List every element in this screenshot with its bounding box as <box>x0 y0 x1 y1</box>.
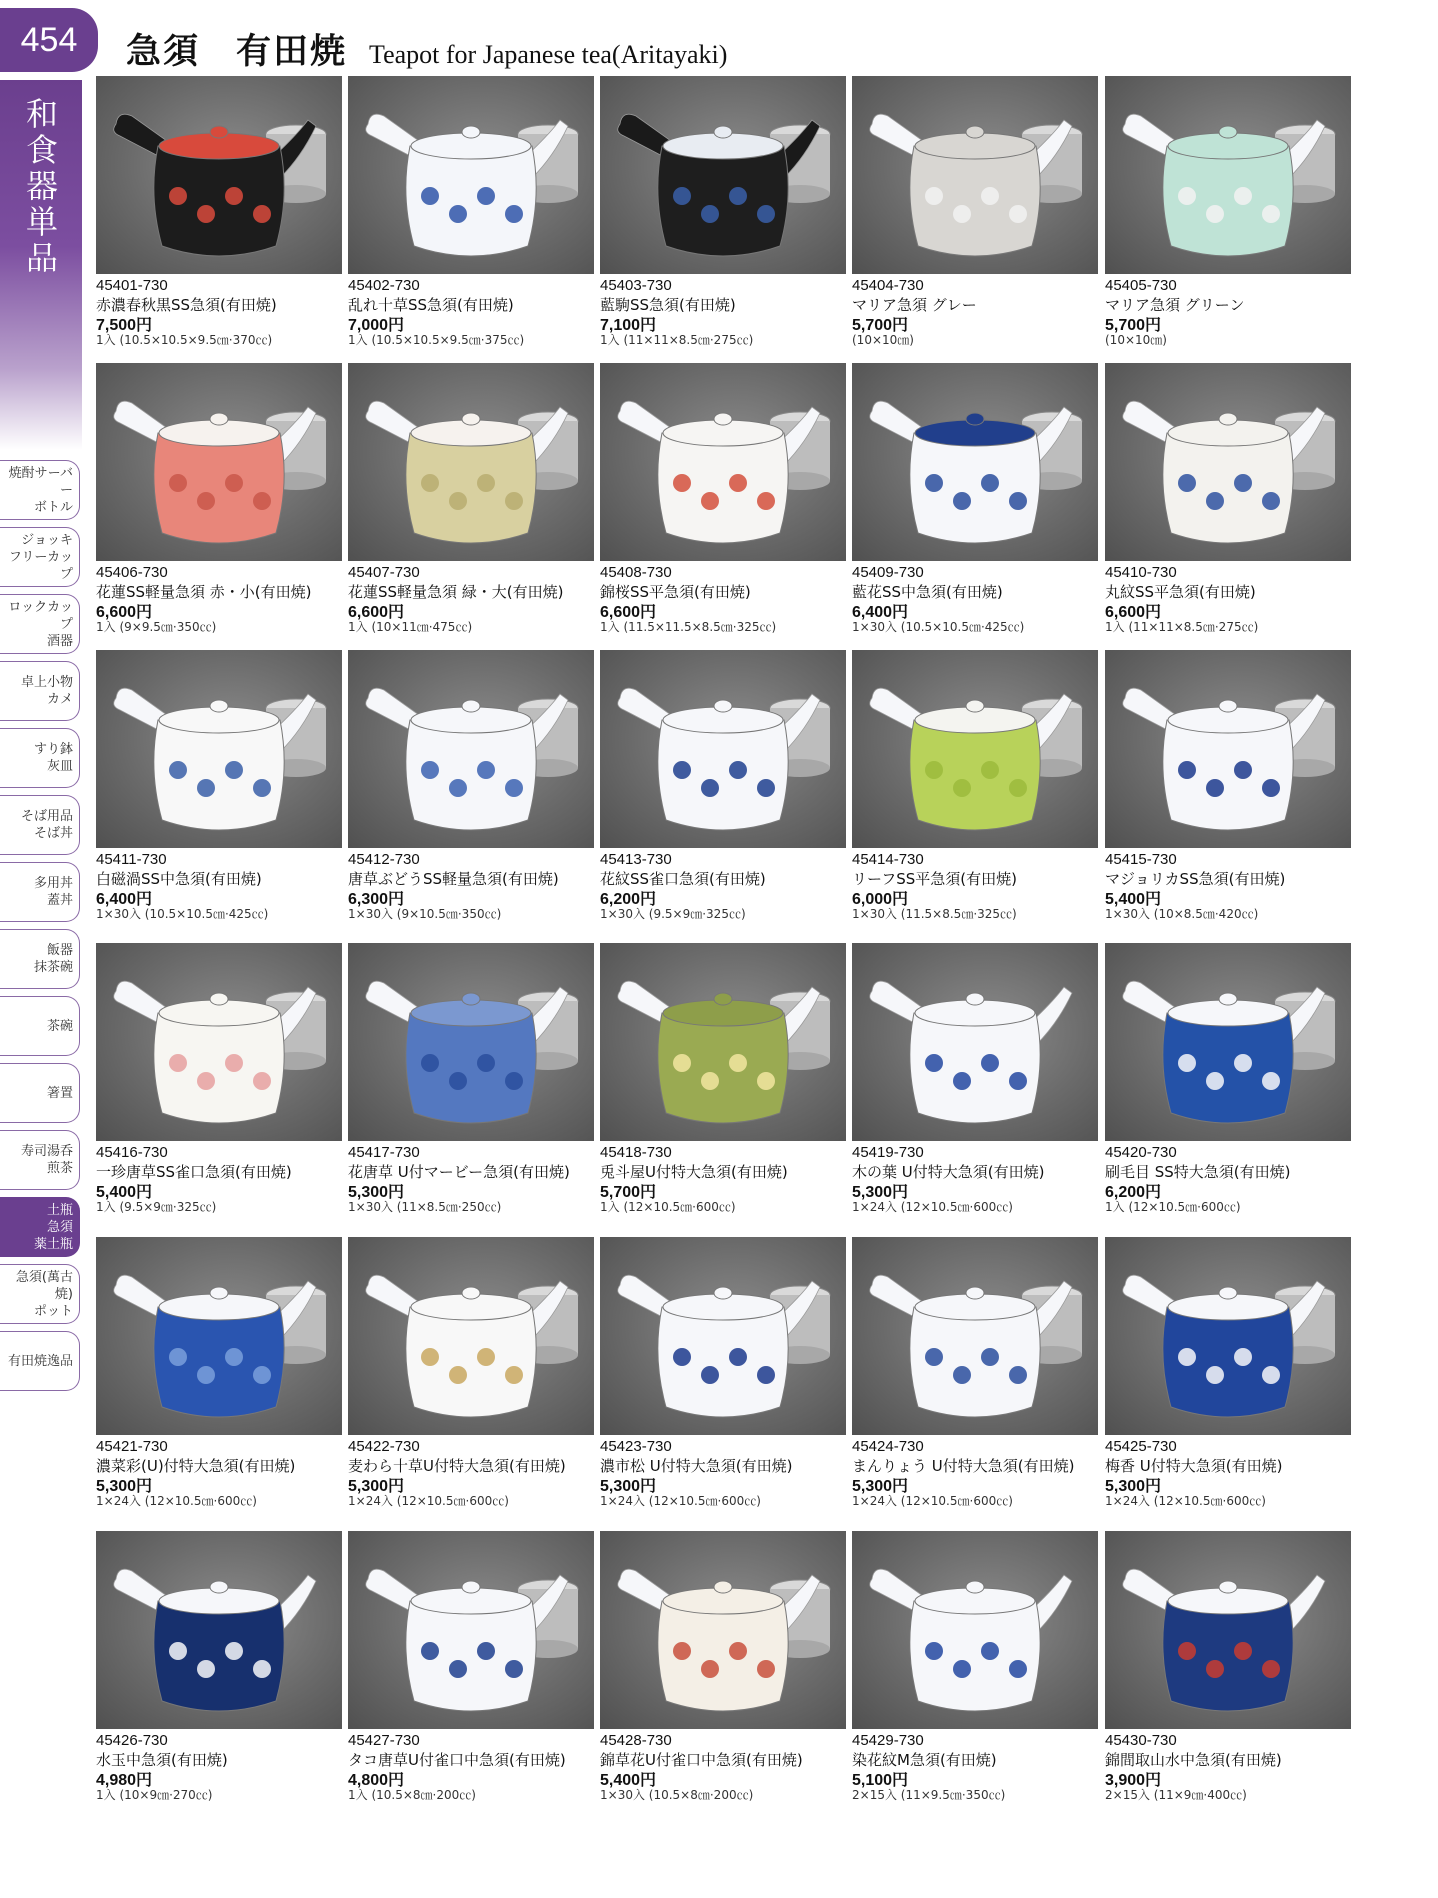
teapot-illustration <box>600 1531 846 1729</box>
product-card[interactable] <box>1105 1531 1351 1821</box>
product-card[interactable] <box>852 1531 1098 1821</box>
product-spec: (10×10㎝) <box>852 333 914 347</box>
product-price: 5,700円 <box>1105 317 1162 334</box>
teapot-illustration <box>600 650 846 848</box>
side-tab-12[interactable] <box>0 1197 80 1257</box>
product-code: 45419-730 <box>852 1144 924 1161</box>
product-card[interactable] <box>96 363 342 653</box>
product-name: 濃市松 U付特大急須(有田焼) <box>600 1457 793 1475</box>
side-tab-label: そば丼 <box>33 826 73 841</box>
product-card[interactable] <box>600 1531 846 1821</box>
product-photo <box>348 943 594 1141</box>
product-spec: (10×10㎝) <box>1105 333 1167 347</box>
product-spec: 1×30入 (11×8.5㎝·250㏄) <box>348 1200 502 1214</box>
side-tab-7[interactable] <box>0 862 80 922</box>
product-photo <box>852 363 1098 561</box>
product-price: 5,300円 <box>852 1478 909 1495</box>
product-spec: 1×30入 (10.5×8㎝·200㏄) <box>600 1788 754 1802</box>
product-price: 5,300円 <box>348 1478 405 1495</box>
side-tab-label: すり鉢 <box>33 742 73 757</box>
product-price: 6,600円 <box>348 604 405 621</box>
product-name: 藍花SS中急須(有田焼) <box>852 583 1003 601</box>
side-tab-13[interactable] <box>0 1264 80 1324</box>
product-spec: 1入 (12×10.5㎝·600㏄) <box>1105 1200 1241 1214</box>
product-code: 45414-730 <box>852 851 924 868</box>
product-name: 刷毛目 SS特大急須(有田焼) <box>1105 1163 1291 1181</box>
product-card[interactable] <box>600 650 846 940</box>
product-spec: 1×24入 (12×10.5㎝·600㏄) <box>852 1494 1013 1508</box>
product-name: 乱れ十草SS急須(有田焼) <box>348 296 514 314</box>
product-spec: 1×30入 (9×10.5㎝·350㏄) <box>348 907 502 921</box>
side-tab-label: 飯器 <box>46 943 73 958</box>
product-name: 兎斗屋U付特大急須(有田焼) <box>600 1163 788 1181</box>
product-card[interactable] <box>1105 943 1351 1233</box>
product-photo <box>348 76 594 274</box>
product-price: 6,600円 <box>600 604 657 621</box>
product-card[interactable] <box>348 363 594 653</box>
product-price: 3,900円 <box>1105 1772 1162 1789</box>
side-tab-11[interactable] <box>0 1130 80 1190</box>
product-photo <box>1105 363 1351 561</box>
side-tab-label: 茶碗 <box>46 1018 73 1034</box>
product-name: 唐草ぶどうSS軽量急須(有田焼) <box>348 870 559 888</box>
product-code: 45403-730 <box>600 277 672 294</box>
product-card[interactable] <box>1105 363 1351 653</box>
product-photo <box>1105 76 1351 274</box>
teapot-illustration <box>96 650 342 848</box>
product-price: 6,200円 <box>1105 1184 1162 1201</box>
product-spec: 1入 (10×11㎝·475㏄) <box>348 620 473 634</box>
product-photo <box>96 363 342 561</box>
product-price: 7,000円 <box>348 317 405 334</box>
product-card[interactable] <box>348 650 594 940</box>
product-code: 45428-730 <box>600 1732 672 1749</box>
product-spec: 1×30入 (10.5×10.5㎝·425㏄) <box>852 620 1025 634</box>
side-tab-label: 薬土瓶 <box>33 1236 73 1252</box>
product-photo <box>348 1531 594 1729</box>
product-price: 5,100円 <box>852 1772 909 1789</box>
product-spec: 1入 (10.5×8㎝·200㏄) <box>348 1788 476 1802</box>
product-code: 45429-730 <box>852 1732 924 1749</box>
product-name: 藍駒SS急須(有田焼) <box>600 296 736 314</box>
product-code: 45413-730 <box>600 851 672 868</box>
product-card[interactable] <box>852 650 1098 940</box>
teapot-illustration <box>852 363 1098 561</box>
teapot-illustration <box>96 943 342 1141</box>
side-tab-label: 多用丼 <box>33 876 73 891</box>
teapot-illustration <box>1105 943 1351 1141</box>
teapot-illustration <box>600 943 846 1141</box>
product-code: 45426-730 <box>96 1732 168 1749</box>
product-code: 45410-730 <box>1105 564 1177 581</box>
product-photo <box>852 943 1098 1141</box>
side-tab-label: そば用品 <box>20 809 73 824</box>
side-tab-label: 土瓶 <box>46 1202 73 1218</box>
side-tab-10[interactable] <box>0 1063 80 1123</box>
side-tab-9[interactable] <box>0 996 80 1056</box>
teapot-illustration <box>96 1531 342 1729</box>
product-card[interactable] <box>96 76 342 366</box>
product-card[interactable] <box>1105 76 1351 366</box>
product-photo <box>1105 943 1351 1141</box>
product-photo <box>600 943 846 1141</box>
product-spec: 1入 (10.5×10.5×9.5㎝·375㏄) <box>348 333 525 347</box>
teapot-illustration <box>852 943 1098 1141</box>
teapot-illustration <box>1105 76 1351 274</box>
product-name: 麦わら十草U付特大急須(有田焼) <box>348 1457 566 1475</box>
title-jp-teapot: 急須 <box>126 31 201 72</box>
side-tab-label: 卓上小物 <box>20 675 73 690</box>
product-price: 5,700円 <box>600 1184 657 1201</box>
product-photo <box>600 363 846 561</box>
product-name: マリア急須 グリーン <box>1105 296 1245 314</box>
teapot-illustration <box>96 363 342 561</box>
product-price: 4,800円 <box>348 1772 405 1789</box>
product-code: 45402-730 <box>348 277 420 294</box>
product-spec: 1×24入 (12×10.5㎝·600㏄) <box>96 1494 257 1508</box>
product-photo <box>600 1531 846 1729</box>
product-photo <box>852 76 1098 274</box>
product-card[interactable] <box>348 943 594 1233</box>
teapot-illustration <box>852 1237 1098 1435</box>
side-tab-label: 急須 <box>46 1219 73 1235</box>
product-name: 染花紋M急須(有田焼) <box>852 1751 997 1769</box>
product-code: 45401-730 <box>96 277 168 294</box>
product-photo <box>852 650 1098 848</box>
teapot-illustration <box>348 943 594 1141</box>
product-card[interactable] <box>348 1237 594 1527</box>
product-spec: 1入 (11×11×8.5㎝·275㏄) <box>1105 620 1259 634</box>
product-card[interactable] <box>600 76 846 366</box>
product-code: 45420-730 <box>1105 1144 1177 1161</box>
product-spec: 1入 (12×10.5㎝·600㏄) <box>600 1200 736 1214</box>
product-price: 6,000円 <box>852 891 909 908</box>
product-photo <box>852 1237 1098 1435</box>
title-en: Teapot for Japanese tea(Aritayaki) <box>369 40 728 69</box>
side-tab-label: 箸置 <box>46 1085 73 1101</box>
product-code: 45417-730 <box>348 1144 420 1161</box>
product-name: まんりょう U付特大急須(有田焼) <box>852 1457 1075 1475</box>
product-price: 6,400円 <box>96 891 153 908</box>
page-number: 454 <box>0 8 98 72</box>
product-name: 一珍唐草SS雀口急須(有田焼) <box>96 1163 292 1181</box>
side-tab-6[interactable] <box>0 795 80 855</box>
product-name: マリア急須 グレー <box>852 296 977 314</box>
product-photo <box>96 76 342 274</box>
product-spec: 1入 (10.5×10.5×9.5㎝·370㏄) <box>96 333 273 347</box>
product-card[interactable] <box>852 76 1098 366</box>
teapot-illustration <box>852 1531 1098 1729</box>
product-price: 5,700円 <box>852 317 909 334</box>
product-price: 5,400円 <box>600 1772 657 1789</box>
product-spec: 1入 (10×9㎝·270㏄) <box>96 1788 213 1802</box>
teapot-illustration <box>852 76 1098 274</box>
product-spec: 1×30入 (10.5×10.5㎝·425㏄) <box>96 907 269 921</box>
side-tab-label: ボトル <box>33 499 73 515</box>
product-photo <box>96 1531 342 1729</box>
teapot-illustration <box>348 1237 594 1435</box>
product-name: 錦草花U付雀口中急須(有田焼) <box>600 1751 803 1769</box>
side-tab-8[interactable] <box>0 929 80 989</box>
product-price: 5,300円 <box>96 1478 153 1495</box>
product-name: 錦桜SS平急須(有田焼) <box>600 583 751 601</box>
product-card[interactable] <box>348 76 594 366</box>
product-price: 4,980円 <box>96 1772 153 1789</box>
product-name: 赤濃春秋黒SS急須(有田焼) <box>96 296 277 314</box>
product-name: 梅香 U付特大急須(有田焼) <box>1105 1457 1283 1475</box>
product-spec: 1×24入 (12×10.5㎝·600㏄) <box>348 1494 509 1508</box>
product-photo <box>1105 650 1351 848</box>
product-code: 45427-730 <box>348 1732 420 1749</box>
product-spec: 1入 (11×11×8.5㎝·275㏄) <box>600 333 754 347</box>
product-name: 丸紋SS平急須(有田焼) <box>1105 583 1256 601</box>
product-name: タコ唐草U付雀口中急須(有田焼) <box>348 1751 566 1769</box>
product-code: 45408-730 <box>600 564 672 581</box>
product-code: 45416-730 <box>96 1144 168 1161</box>
side-tab-label: 蓋丼 <box>46 893 73 908</box>
product-code: 45404-730 <box>852 277 924 294</box>
side-tab-label: 焼酎サーバー <box>8 465 73 498</box>
product-photo <box>96 1237 342 1435</box>
product-price: 5,400円 <box>96 1184 153 1201</box>
product-card[interactable] <box>96 943 342 1233</box>
product-code: 45415-730 <box>1105 851 1177 868</box>
product-card[interactable] <box>1105 1237 1351 1527</box>
side-tab-label: 抹茶碗 <box>33 960 73 975</box>
teapot-illustration <box>96 76 342 274</box>
side-tab-label: 酒器 <box>46 633 73 649</box>
product-price: 5,300円 <box>1105 1478 1162 1495</box>
product-code: 45421-730 <box>96 1438 168 1455</box>
product-spec: 1×24入 (12×10.5㎝·600㏄) <box>1105 1494 1266 1508</box>
side-tab-label: 寿司湯呑 <box>20 1144 73 1159</box>
product-code: 45430-730 <box>1105 1732 1177 1749</box>
side-tab-label: ロックカップ <box>8 599 73 632</box>
product-code: 45412-730 <box>348 851 420 868</box>
product-code: 45406-730 <box>96 564 168 581</box>
teapot-illustration <box>1105 1531 1351 1729</box>
product-photo <box>852 1531 1098 1729</box>
product-price: 5,300円 <box>852 1184 909 1201</box>
teapot-illustration <box>600 363 846 561</box>
product-card[interactable] <box>600 1237 846 1527</box>
product-name: リーフSS平急須(有田焼) <box>852 870 1017 888</box>
product-code: 45423-730 <box>600 1438 672 1455</box>
product-code: 45405-730 <box>1105 277 1177 294</box>
side-tab-1[interactable] <box>0 460 80 520</box>
product-price: 6,600円 <box>1105 604 1162 621</box>
product-code: 45425-730 <box>1105 1438 1177 1455</box>
product-spec: 1入 (11.5×11.5×8.5㎝·325㏄) <box>600 620 777 634</box>
product-spec: 2×15入 (11×9.5㎝·350㏄) <box>852 1788 1006 1802</box>
product-code: 45422-730 <box>348 1438 420 1455</box>
product-name: 錦間取山水中急須(有田焼) <box>1105 1751 1282 1769</box>
product-card[interactable] <box>96 650 342 940</box>
side-tab-14[interactable] <box>0 1331 80 1391</box>
side-tab-4[interactable] <box>0 661 80 721</box>
product-price: 5,400円 <box>1105 891 1162 908</box>
product-code: 45409-730 <box>852 564 924 581</box>
product-price: 6,400円 <box>852 604 909 621</box>
teapot-illustration <box>348 650 594 848</box>
product-card[interactable] <box>852 1237 1098 1527</box>
product-name: 木の葉 U付特大急須(有田焼) <box>852 1163 1045 1181</box>
teapot-illustration <box>96 1237 342 1435</box>
side-tab-3[interactable] <box>0 594 80 654</box>
product-photo <box>96 943 342 1141</box>
product-price: 7,100円 <box>600 317 657 334</box>
product-card[interactable] <box>1105 650 1351 940</box>
side-tab-label: ポット <box>33 1303 73 1319</box>
product-card[interactable] <box>348 1531 594 1821</box>
teapot-illustration <box>600 1237 846 1435</box>
product-price: 6,300円 <box>348 891 405 908</box>
product-code: 45411-730 <box>96 851 167 868</box>
product-name: 花蓮SS軽量急須 緑・大(有田焼) <box>348 583 564 601</box>
product-card[interactable] <box>96 1237 342 1527</box>
product-name: 花唐草 U付マービー急須(有田焼) <box>348 1163 570 1181</box>
product-name: マジョリカSS急須(有田焼) <box>1105 870 1286 888</box>
product-code: 45424-730 <box>852 1438 924 1455</box>
product-photo <box>600 650 846 848</box>
side-tab-label: ジョッキ <box>21 532 73 548</box>
product-photo <box>600 1237 846 1435</box>
product-photo <box>348 650 594 848</box>
teapot-illustration <box>348 76 594 274</box>
page-title <box>126 24 727 74</box>
side-tab-2[interactable] <box>0 527 80 587</box>
product-card[interactable] <box>600 363 846 653</box>
teapot-illustration <box>1105 363 1351 561</box>
side-tab-label: 灰皿 <box>46 759 73 774</box>
product-name: 花蓮SS軽量急須 赤・小(有田焼) <box>96 583 312 601</box>
product-spec: 2×15入 (11×9㎝·400㏄) <box>1105 1788 1247 1802</box>
product-name: 水玉中急須(有田焼) <box>96 1751 228 1769</box>
product-spec: 1入 (9.5×9㎝·325㏄) <box>96 1200 217 1214</box>
product-code: 45418-730 <box>600 1144 672 1161</box>
teapot-illustration <box>348 1531 594 1729</box>
teapot-illustration <box>1105 1237 1351 1435</box>
product-spec: 1×24入 (12×10.5㎝·600㏄) <box>600 1494 761 1508</box>
product-price: 5,300円 <box>348 1184 405 1201</box>
category-label: 和 食 器 単 品 <box>25 95 58 277</box>
teapot-illustration <box>600 76 846 274</box>
title-jp-arita: 有田焼 <box>236 31 348 72</box>
product-card[interactable] <box>852 363 1098 653</box>
product-card[interactable] <box>96 1531 342 1821</box>
product-name: 濃菜彩(U)付特大急須(有田焼) <box>96 1457 296 1475</box>
side-tab-label: フリーカップ <box>8 549 73 582</box>
product-photo <box>348 1237 594 1435</box>
product-spec: 1入 (9×9.5㎝·350㏄) <box>96 620 217 634</box>
product-price: 7,500円 <box>96 317 153 334</box>
teapot-illustration <box>852 650 1098 848</box>
teapot-illustration <box>348 363 594 561</box>
product-name: 白磁渦SS中急須(有田焼) <box>96 870 262 888</box>
side-tab-label: 急須(萬古焼) <box>15 1269 73 1302</box>
product-price: 6,200円 <box>600 891 657 908</box>
product-code: 45407-730 <box>348 564 420 581</box>
side-tab-5[interactable] <box>0 728 80 788</box>
product-spec: 1×30入 (11.5×8.5㎝·325㏄) <box>852 907 1017 921</box>
product-spec: 1×30入 (9.5×9㎝·325㏄) <box>600 907 746 921</box>
product-photo <box>1105 1531 1351 1729</box>
side-tab-label: カメ <box>46 692 73 707</box>
product-photo <box>348 363 594 561</box>
product-name: 花紋SS雀口急須(有田焼) <box>600 870 766 888</box>
product-price: 6,600円 <box>96 604 153 621</box>
product-card[interactable] <box>600 943 846 1233</box>
teapot-illustration <box>1105 650 1351 848</box>
product-spec: 1×24入 (12×10.5㎝·600㏄) <box>852 1200 1013 1214</box>
product-photo <box>600 76 846 274</box>
side-tab-label: 有田焼逸品 <box>7 1353 73 1369</box>
product-photo <box>1105 1237 1351 1435</box>
product-card[interactable] <box>852 943 1098 1233</box>
product-price: 5,300円 <box>600 1478 657 1495</box>
product-spec: 1×30入 (10×8.5㎝·420㏄) <box>1105 907 1259 921</box>
product-photo <box>96 650 342 848</box>
side-tab-label: 煎茶 <box>46 1161 73 1176</box>
